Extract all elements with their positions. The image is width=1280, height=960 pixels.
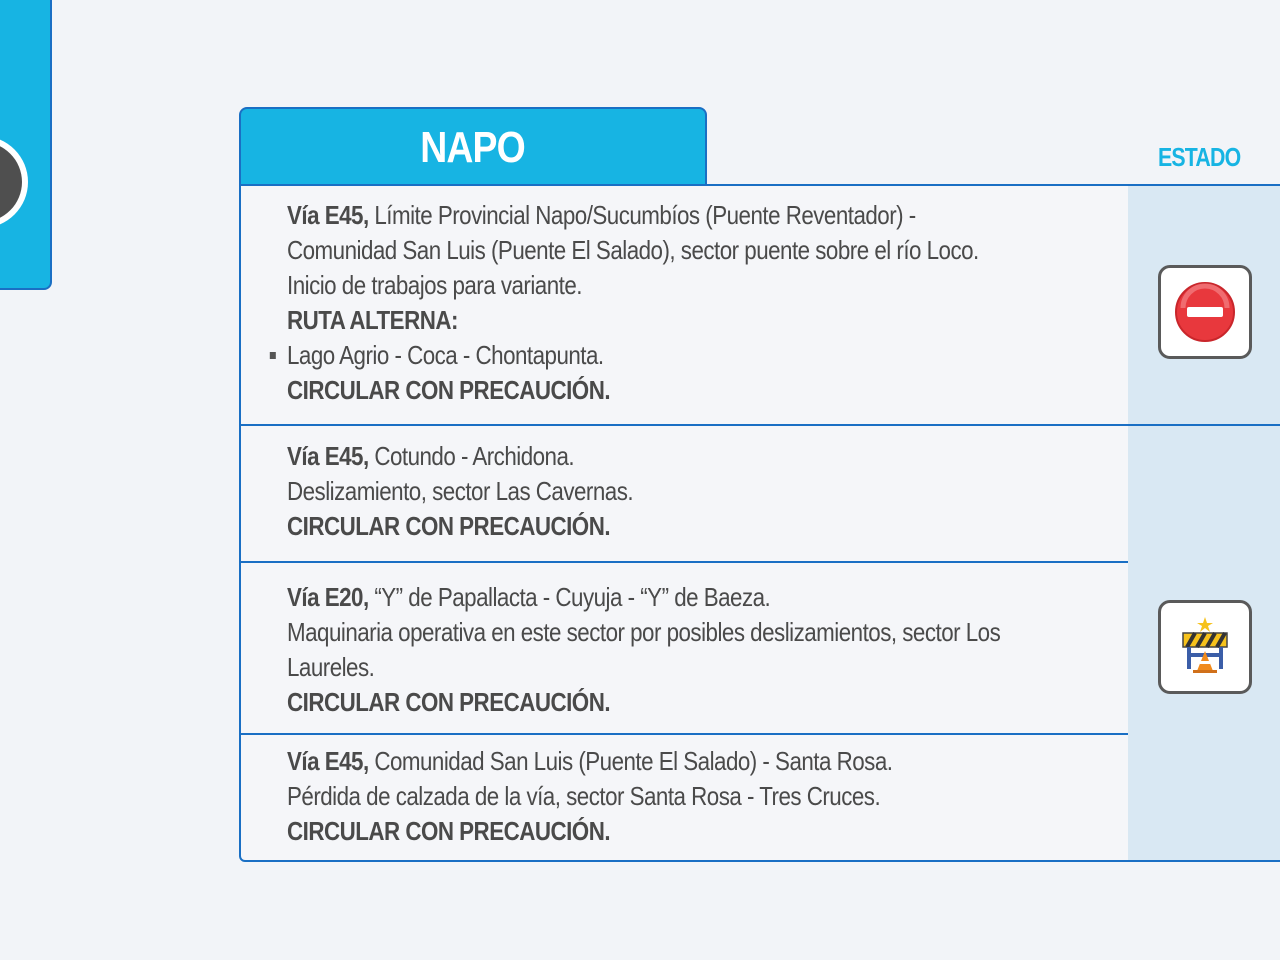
alt-route-label: RUTA ALTERNA: [287, 305, 458, 335]
row-detail: Inicio de trabajos para variante. [287, 270, 582, 300]
side-panel-card [0, 0, 52, 290]
row-detail: Pérdida de calzada de la vía, sector Santa Rosa - Tres Cruces. [287, 781, 881, 811]
road-code: Vía E20, [287, 582, 369, 612]
bullet-icon [270, 352, 276, 359]
road-status-table [239, 184, 1280, 862]
road-segment: Comunidad San Luis (Puente El Salado) - Santa Rosa. [374, 746, 893, 776]
row-detail: Comunidad San Luis (Puente El Salado), sector puente sobre el río Loco. [287, 235, 979, 265]
status-column-header: ESTADO [1158, 142, 1241, 172]
side-card-circle-icon [0, 136, 28, 228]
table-row [287, 580, 1107, 720]
caution-text: CIRCULAR CON PRECAUCIÓN. [287, 687, 611, 717]
row-detail: Deslizamiento, sector Las Cavernas. [287, 476, 634, 506]
road-code: Vía E45, [287, 200, 369, 230]
roadwork-barrier-icon [1158, 600, 1252, 694]
table-row [287, 198, 1107, 408]
region-title: NAPO [420, 122, 526, 172]
region-tab-header [239, 107, 707, 186]
alt-route: Lago Agrio - Coca - Chontapunta. [287, 340, 604, 370]
road-segment: Límite Provincial Napo/Sucumbíos (Puente Reventador) - [374, 200, 916, 230]
road-code: Vía E45, [287, 441, 369, 471]
row-divider [241, 733, 1128, 735]
row-detail: Maquinaria operativa en este sector por posibles deslizamientos, sector Los [287, 617, 1001, 647]
road-code: Vía E45, [287, 746, 369, 776]
row-detail: Laureles. [287, 652, 375, 682]
row-divider [241, 561, 1128, 563]
caution-text: CIRCULAR CON PRECAUCIÓN. [287, 816, 611, 846]
row-divider [241, 424, 1280, 426]
road-segment: Cotundo - Archidona. [374, 441, 575, 471]
caution-text: CIRCULAR CON PRECAUCIÓN. [287, 511, 611, 541]
table-row [287, 439, 1107, 544]
road-segment: “Y” de Papallacta - Cuyuja - “Y” de Baeza. [374, 582, 771, 612]
road-closed-icon [1158, 265, 1252, 359]
caution-text: CIRCULAR CON PRECAUCIÓN. [287, 375, 611, 405]
table-row [287, 744, 1107, 849]
